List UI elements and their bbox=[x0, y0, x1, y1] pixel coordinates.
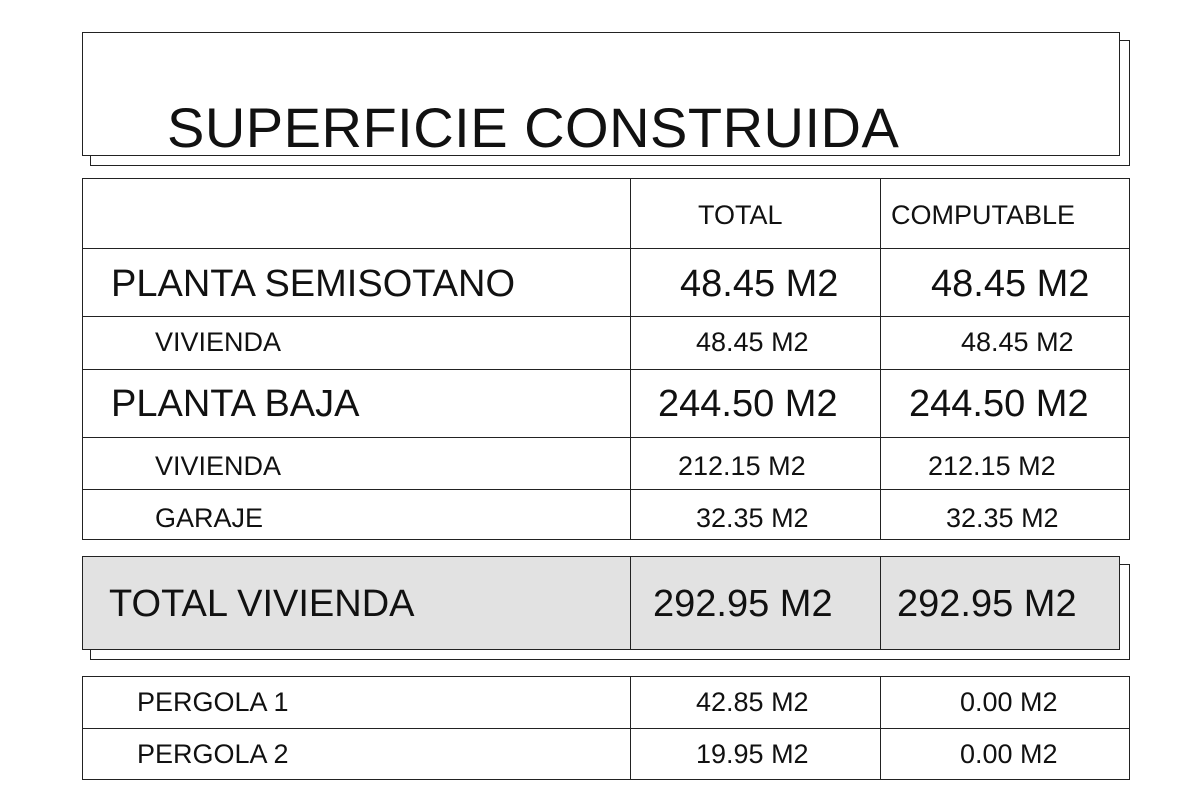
row-total-value: 32.35 M2 bbox=[696, 503, 809, 533]
row-divider bbox=[83, 316, 1129, 317]
page-title: SUPERFICIE CONSTRUIDA bbox=[167, 96, 900, 159]
row-computable-value: 48.45 M2 bbox=[961, 327, 1074, 357]
title-box bbox=[82, 32, 1120, 159]
pergola-total-value: 42.85 M2 bbox=[696, 687, 809, 717]
row-sublabel: VIVIENDA bbox=[155, 327, 282, 357]
area-table bbox=[82, 178, 1130, 540]
row-divider bbox=[83, 369, 1129, 370]
pergola-computable-value: 0.00 M2 bbox=[960, 687, 1058, 717]
row-label: PLANTA SEMISOTANO bbox=[111, 263, 516, 305]
pergola-total-value: 19.95 M2 bbox=[696, 739, 809, 769]
row-divider bbox=[83, 489, 1129, 490]
column-header-computable: COMPUTABLE bbox=[891, 200, 1076, 230]
total-row-label: TOTAL VIVIENDA bbox=[109, 583, 415, 625]
total-row-computable-value: 292.95 M2 bbox=[897, 583, 1077, 625]
row-divider bbox=[83, 248, 1129, 249]
column-divider-2 bbox=[880, 179, 881, 539]
pergola-computable-value: 0.00 M2 bbox=[960, 739, 1058, 769]
row-total-value: 48.45 M2 bbox=[696, 327, 809, 357]
column-divider-1 bbox=[630, 557, 631, 649]
row-total-value: 48.45 M2 bbox=[680, 263, 839, 305]
row-sublabel: GARAJE bbox=[155, 503, 264, 533]
column-divider-1 bbox=[630, 179, 631, 539]
column-header-total: TOTAL bbox=[698, 200, 783, 230]
row-divider bbox=[83, 728, 1129, 729]
pergola-table bbox=[82, 676, 1130, 780]
total-row bbox=[82, 556, 1120, 650]
pergola-label: PERGOLA 2 bbox=[137, 739, 289, 769]
total-row-total-value: 292.95 M2 bbox=[653, 583, 833, 625]
row-total-value: 212.15 M2 bbox=[678, 451, 806, 481]
column-divider-2 bbox=[880, 557, 881, 649]
row-computable-value: 48.45 M2 bbox=[931, 263, 1090, 305]
row-divider bbox=[83, 437, 1129, 438]
pergola-label: PERGOLA 1 bbox=[137, 687, 289, 717]
row-total-value: 244.50 M2 bbox=[658, 383, 838, 425]
row-sublabel: VIVIENDA bbox=[155, 451, 282, 481]
row-label: PLANTA BAJA bbox=[111, 383, 360, 425]
row-computable-value: 32.35 M2 bbox=[946, 503, 1059, 533]
row-computable-value: 212.15 M2 bbox=[928, 451, 1056, 481]
row-computable-value: 244.50 M2 bbox=[909, 383, 1089, 425]
